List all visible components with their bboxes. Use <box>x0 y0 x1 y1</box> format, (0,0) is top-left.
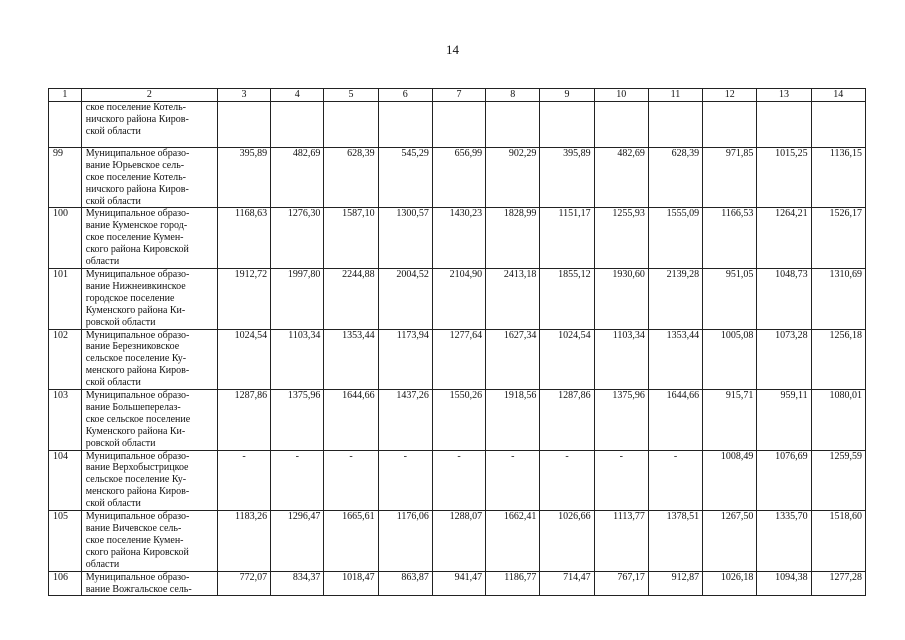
value-cell <box>703 101 757 147</box>
value-cell: 2413,18 <box>486 268 540 329</box>
value-cell: 1353,44 <box>324 329 378 390</box>
row-number: 104 <box>49 450 82 511</box>
column-number: 9 <box>540 89 594 102</box>
value-cell: 1183,26 <box>217 511 270 572</box>
value-cell: 395,89 <box>217 147 270 208</box>
value-cell: 834,37 <box>271 571 324 596</box>
row-number <box>49 101 82 147</box>
value-cell: 1255,93 <box>594 208 648 269</box>
value-cell: 1113,77 <box>594 511 648 572</box>
value-cell: 1256,18 <box>811 329 865 390</box>
value-cell: 1048,73 <box>757 268 811 329</box>
value-cell: 1173,94 <box>378 329 432 390</box>
value-cell: 902,29 <box>486 147 540 208</box>
value-cell <box>540 101 594 147</box>
value-cell: 1997,80 <box>271 268 324 329</box>
value-cell: 1080,01 <box>811 390 865 451</box>
municipality-name: Муниципальное образо- вание Вожгальское сель- <box>81 571 217 596</box>
value-cell: 1555,09 <box>648 208 702 269</box>
table-row <box>49 101 866 147</box>
column-number: 8 <box>486 89 540 102</box>
value-cell: 1276,30 <box>271 208 324 269</box>
column-number: 12 <box>703 89 757 102</box>
value-cell: 1550,26 <box>432 390 485 451</box>
table-row <box>49 571 866 596</box>
value-cell: 1024,54 <box>540 329 594 390</box>
column-number: 7 <box>432 89 485 102</box>
table-row <box>49 147 866 208</box>
column-number: 4 <box>271 89 324 102</box>
value-cell: 1378,51 <box>648 511 702 572</box>
value-cell <box>378 101 432 147</box>
column-number: 11 <box>648 89 702 102</box>
value-cell: 482,69 <box>271 147 324 208</box>
value-cell: 1166,53 <box>703 208 757 269</box>
value-cell: 1828,99 <box>486 208 540 269</box>
row-number: 99 <box>49 147 82 208</box>
value-cell: 1912,72 <box>217 268 270 329</box>
value-cell: 1277,28 <box>811 571 865 596</box>
row-number: 106 <box>49 571 82 596</box>
value-cell <box>811 101 865 147</box>
value-cell: 1259,59 <box>811 450 865 511</box>
value-cell: 2244,88 <box>324 268 378 329</box>
value-cell: 1587,10 <box>324 208 378 269</box>
value-cell: 2139,28 <box>648 268 702 329</box>
municipality-name: Муниципальное образо- вание Вичевское сель- ское поселение Кумен- ского района Кировской области <box>81 511 217 572</box>
column-number: 3 <box>217 89 270 102</box>
value-cell: 1267,50 <box>703 511 757 572</box>
value-cell: 1437,26 <box>378 390 432 451</box>
municipality-name: Муниципальное образо- вание Юрьевское сель- ское поселение Котель- ничского района Киров- ской области <box>81 147 217 208</box>
value-cell: 1186,77 <box>486 571 540 596</box>
column-number: 5 <box>324 89 378 102</box>
value-cell: 1627,34 <box>486 329 540 390</box>
row-number: 102 <box>49 329 82 390</box>
value-cell: 1335,70 <box>757 511 811 572</box>
value-cell <box>432 101 485 147</box>
row-number: 105 <box>49 511 82 572</box>
value-cell: 1288,07 <box>432 511 485 572</box>
value-cell: 1103,34 <box>594 329 648 390</box>
value-cell: - <box>540 450 594 511</box>
column-number: 13 <box>757 89 811 102</box>
value-cell: 941,47 <box>432 571 485 596</box>
value-cell <box>486 101 540 147</box>
value-cell: - <box>378 450 432 511</box>
value-cell: 1310,69 <box>811 268 865 329</box>
value-cell: 2104,90 <box>432 268 485 329</box>
table-row <box>49 329 866 390</box>
value-cell: 1168,63 <box>217 208 270 269</box>
column-number: 14 <box>811 89 865 102</box>
value-cell: 1287,86 <box>540 390 594 451</box>
value-cell: 1296,47 <box>271 511 324 572</box>
table-row <box>49 450 866 511</box>
column-number: 6 <box>378 89 432 102</box>
value-cell: 714,47 <box>540 571 594 596</box>
value-cell: 912,87 <box>648 571 702 596</box>
value-cell: 1375,96 <box>271 390 324 451</box>
value-cell: 1136,15 <box>811 147 865 208</box>
value-cell <box>757 101 811 147</box>
value-cell: 1103,34 <box>271 329 324 390</box>
value-cell: - <box>648 450 702 511</box>
value-cell <box>271 101 324 147</box>
value-cell: 1287,86 <box>217 390 270 451</box>
municipality-name: Муниципальное образо- вание Большеперелаз- ское сельское поселение Куменского района Ки- ровской области <box>81 390 217 451</box>
column-number: 1 <box>49 89 82 102</box>
value-cell <box>217 101 270 147</box>
value-cell: 2004,52 <box>378 268 432 329</box>
municipality-name: Муниципальное образо- вание Нижнеивкинское городское поселение Куменского района Ки- ровской области <box>81 268 217 329</box>
value-cell <box>648 101 702 147</box>
value-cell: 1015,25 <box>757 147 811 208</box>
value-cell: 971,85 <box>703 147 757 208</box>
value-cell: - <box>486 450 540 511</box>
column-number: 10 <box>594 89 648 102</box>
value-cell: 1518,60 <box>811 511 865 572</box>
value-cell: 1662,41 <box>486 511 540 572</box>
value-cell: 951,05 <box>703 268 757 329</box>
value-cell: 1176,06 <box>378 511 432 572</box>
value-cell: 395,89 <box>540 147 594 208</box>
value-cell: 1073,28 <box>757 329 811 390</box>
value-cell <box>324 101 378 147</box>
column-number: 2 <box>81 89 217 102</box>
value-cell: 1151,17 <box>540 208 594 269</box>
value-cell <box>594 101 648 147</box>
value-cell: 1026,18 <box>703 571 757 596</box>
value-cell: 1264,21 <box>757 208 811 269</box>
table-row <box>49 268 866 329</box>
column-number-row <box>49 89 866 102</box>
municipality-name: Муниципальное образо- вание Куменское город- ское поселение Кумен- ского района Кировской области <box>81 208 217 269</box>
row-number: 100 <box>49 208 82 269</box>
row-number: 103 <box>49 390 82 451</box>
table-row <box>49 511 866 572</box>
value-cell: 1300,57 <box>378 208 432 269</box>
value-cell: 1024,54 <box>217 329 270 390</box>
value-cell: 1644,66 <box>648 390 702 451</box>
value-cell: - <box>271 450 324 511</box>
value-cell: - <box>217 450 270 511</box>
value-cell: 1277,64 <box>432 329 485 390</box>
value-cell: 863,87 <box>378 571 432 596</box>
value-cell: 656,99 <box>432 147 485 208</box>
value-cell: 1644,66 <box>324 390 378 451</box>
page-number: 14 <box>446 42 459 57</box>
value-cell: 915,71 <box>703 390 757 451</box>
value-cell: 1526,17 <box>811 208 865 269</box>
municipality-name: ское поселение Котель- ничского района Киров- ской области <box>81 101 217 147</box>
value-cell: 1930,60 <box>594 268 648 329</box>
value-cell: - <box>324 450 378 511</box>
value-cell: 1094,38 <box>757 571 811 596</box>
value-cell: 1076,69 <box>757 450 811 511</box>
value-cell: - <box>594 450 648 511</box>
row-number: 101 <box>49 268 82 329</box>
value-cell: 1430,23 <box>432 208 485 269</box>
value-cell: 1353,44 <box>648 329 702 390</box>
value-cell: 628,39 <box>648 147 702 208</box>
value-cell: - <box>432 450 485 511</box>
value-cell: 767,17 <box>594 571 648 596</box>
table-row <box>49 390 866 451</box>
value-cell: 1005,08 <box>703 329 757 390</box>
municipality-name: Муниципальное образо- вание Березниковское сельское поселение Ку- менского района Киров- ской области <box>81 329 217 390</box>
municipality-name: Муниципальное образо- вание Верхобыстрицкое сельское поселение Ку- менского района Киров- ской области <box>81 450 217 511</box>
value-cell: 1008,49 <box>703 450 757 511</box>
tariff-table <box>48 88 866 596</box>
value-cell: 1018,47 <box>324 571 378 596</box>
value-cell: 1855,12 <box>540 268 594 329</box>
value-cell: 482,69 <box>594 147 648 208</box>
value-cell: 545,29 <box>378 147 432 208</box>
value-cell: 1026,66 <box>540 511 594 572</box>
value-cell: 772,07 <box>217 571 270 596</box>
value-cell: 1375,96 <box>594 390 648 451</box>
value-cell: 1918,56 <box>486 390 540 451</box>
table-row <box>49 208 866 269</box>
value-cell: 628,39 <box>324 147 378 208</box>
value-cell: 1665,61 <box>324 511 378 572</box>
value-cell: 959,11 <box>757 390 811 451</box>
